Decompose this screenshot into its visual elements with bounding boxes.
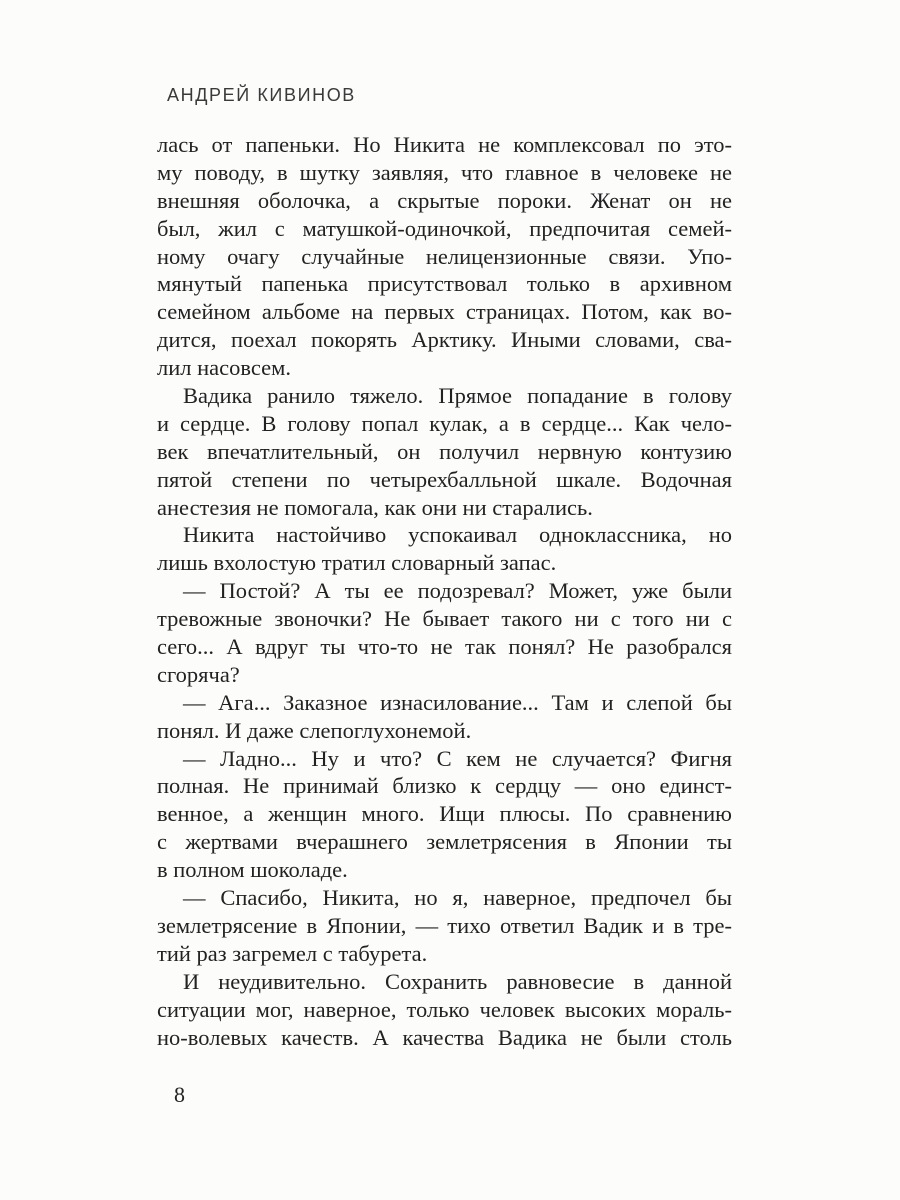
text-line: лил насовсем. [157, 355, 291, 381]
text-line: и сердце. В голову попал кулак, а в сердце... Как чело- [157, 410, 732, 436]
text-line: лась от папеньки. Но Никита не комплексовал по это- [157, 132, 732, 157]
text-line: пятой степени по четырехбалльной шкале. Водочная [157, 466, 732, 492]
text-line: — Постой? А ты ее подозревал? Может, уже были [183, 578, 732, 604]
text-line: анестезия не помогала, как они ни старались. [157, 494, 593, 520]
text-line: землетрясение в Японии, — тихо ответил Вадик и в тре- [157, 912, 732, 938]
body-text [157, 131, 732, 1051]
running-header-author: АНДРЕЙ КИВИНОВ [167, 85, 356, 105]
text-line: семейном альбоме на первых страницах. Потом, как во- [157, 299, 732, 325]
text-line: И неудивительно. Сохранить равновесие в данной [183, 968, 732, 994]
text-line: но-волевых качеств. А качества Вадика не были столь [157, 1024, 732, 1050]
text-line: ситуации мог, наверное, только человек высоких мораль- [157, 996, 732, 1022]
text-line: — Спасибо, Никита, но я, наверное, предпочел бы [183, 885, 732, 911]
text-line: был, жил с матушкой-одиночкой, предпочитая семей- [157, 215, 732, 241]
text-line: понял. И даже слепоглухонемой. [157, 717, 472, 743]
text-line: ному очагу случайные нелицензионные связи. Упо- [157, 243, 732, 269]
text-line: тий раз загремел с табурета. [157, 940, 428, 966]
text-line: венное, а женщин много. Ищи плюсы. По сравнению [157, 801, 732, 827]
text-line: Вадика ранило тяжело. Прямое попадание в голову [183, 383, 732, 409]
text-line: полная. Не принимай близко к сердцу — оно единст- [157, 773, 732, 799]
text-line: внешняя оболочка, а скрытые пороки. Женат он не [157, 187, 732, 213]
text-line: век впечатлительный, он получил нервную контузию [157, 438, 732, 464]
text-line: сгоряча? [157, 661, 240, 687]
text-line: дится, поехал покорять Арктику. Иными словами, сва- [157, 327, 732, 353]
text-line: тревожные звоночки? Не бывает такого ни с того ни с [157, 606, 732, 632]
text-line: лишь вхолостую тратил словарный запас. [157, 550, 557, 576]
page-number: 8 [174, 1082, 185, 1107]
text-line: мянутый папенька присутствовал только в архивном [157, 271, 732, 297]
text-line: Никита настойчиво успокаивал одноклассника, но [183, 522, 732, 548]
text-line: — Ага... Заказное изнасилование... Там и слепой бы [183, 689, 732, 715]
text-line: в полном шоколаде. [157, 857, 348, 883]
text-line: му поводу, в шутку заявляя, что главное в человеке не [157, 159, 732, 185]
text-line: сего... А вдруг ты что-то не так понял? Не разобрался [157, 634, 732, 660]
text-line: с жертвами вчерашнего землетрясения в Японии ты [157, 829, 732, 855]
text-line: — Ладно... Ну и что? С кем не случается? Фигня [183, 745, 732, 771]
